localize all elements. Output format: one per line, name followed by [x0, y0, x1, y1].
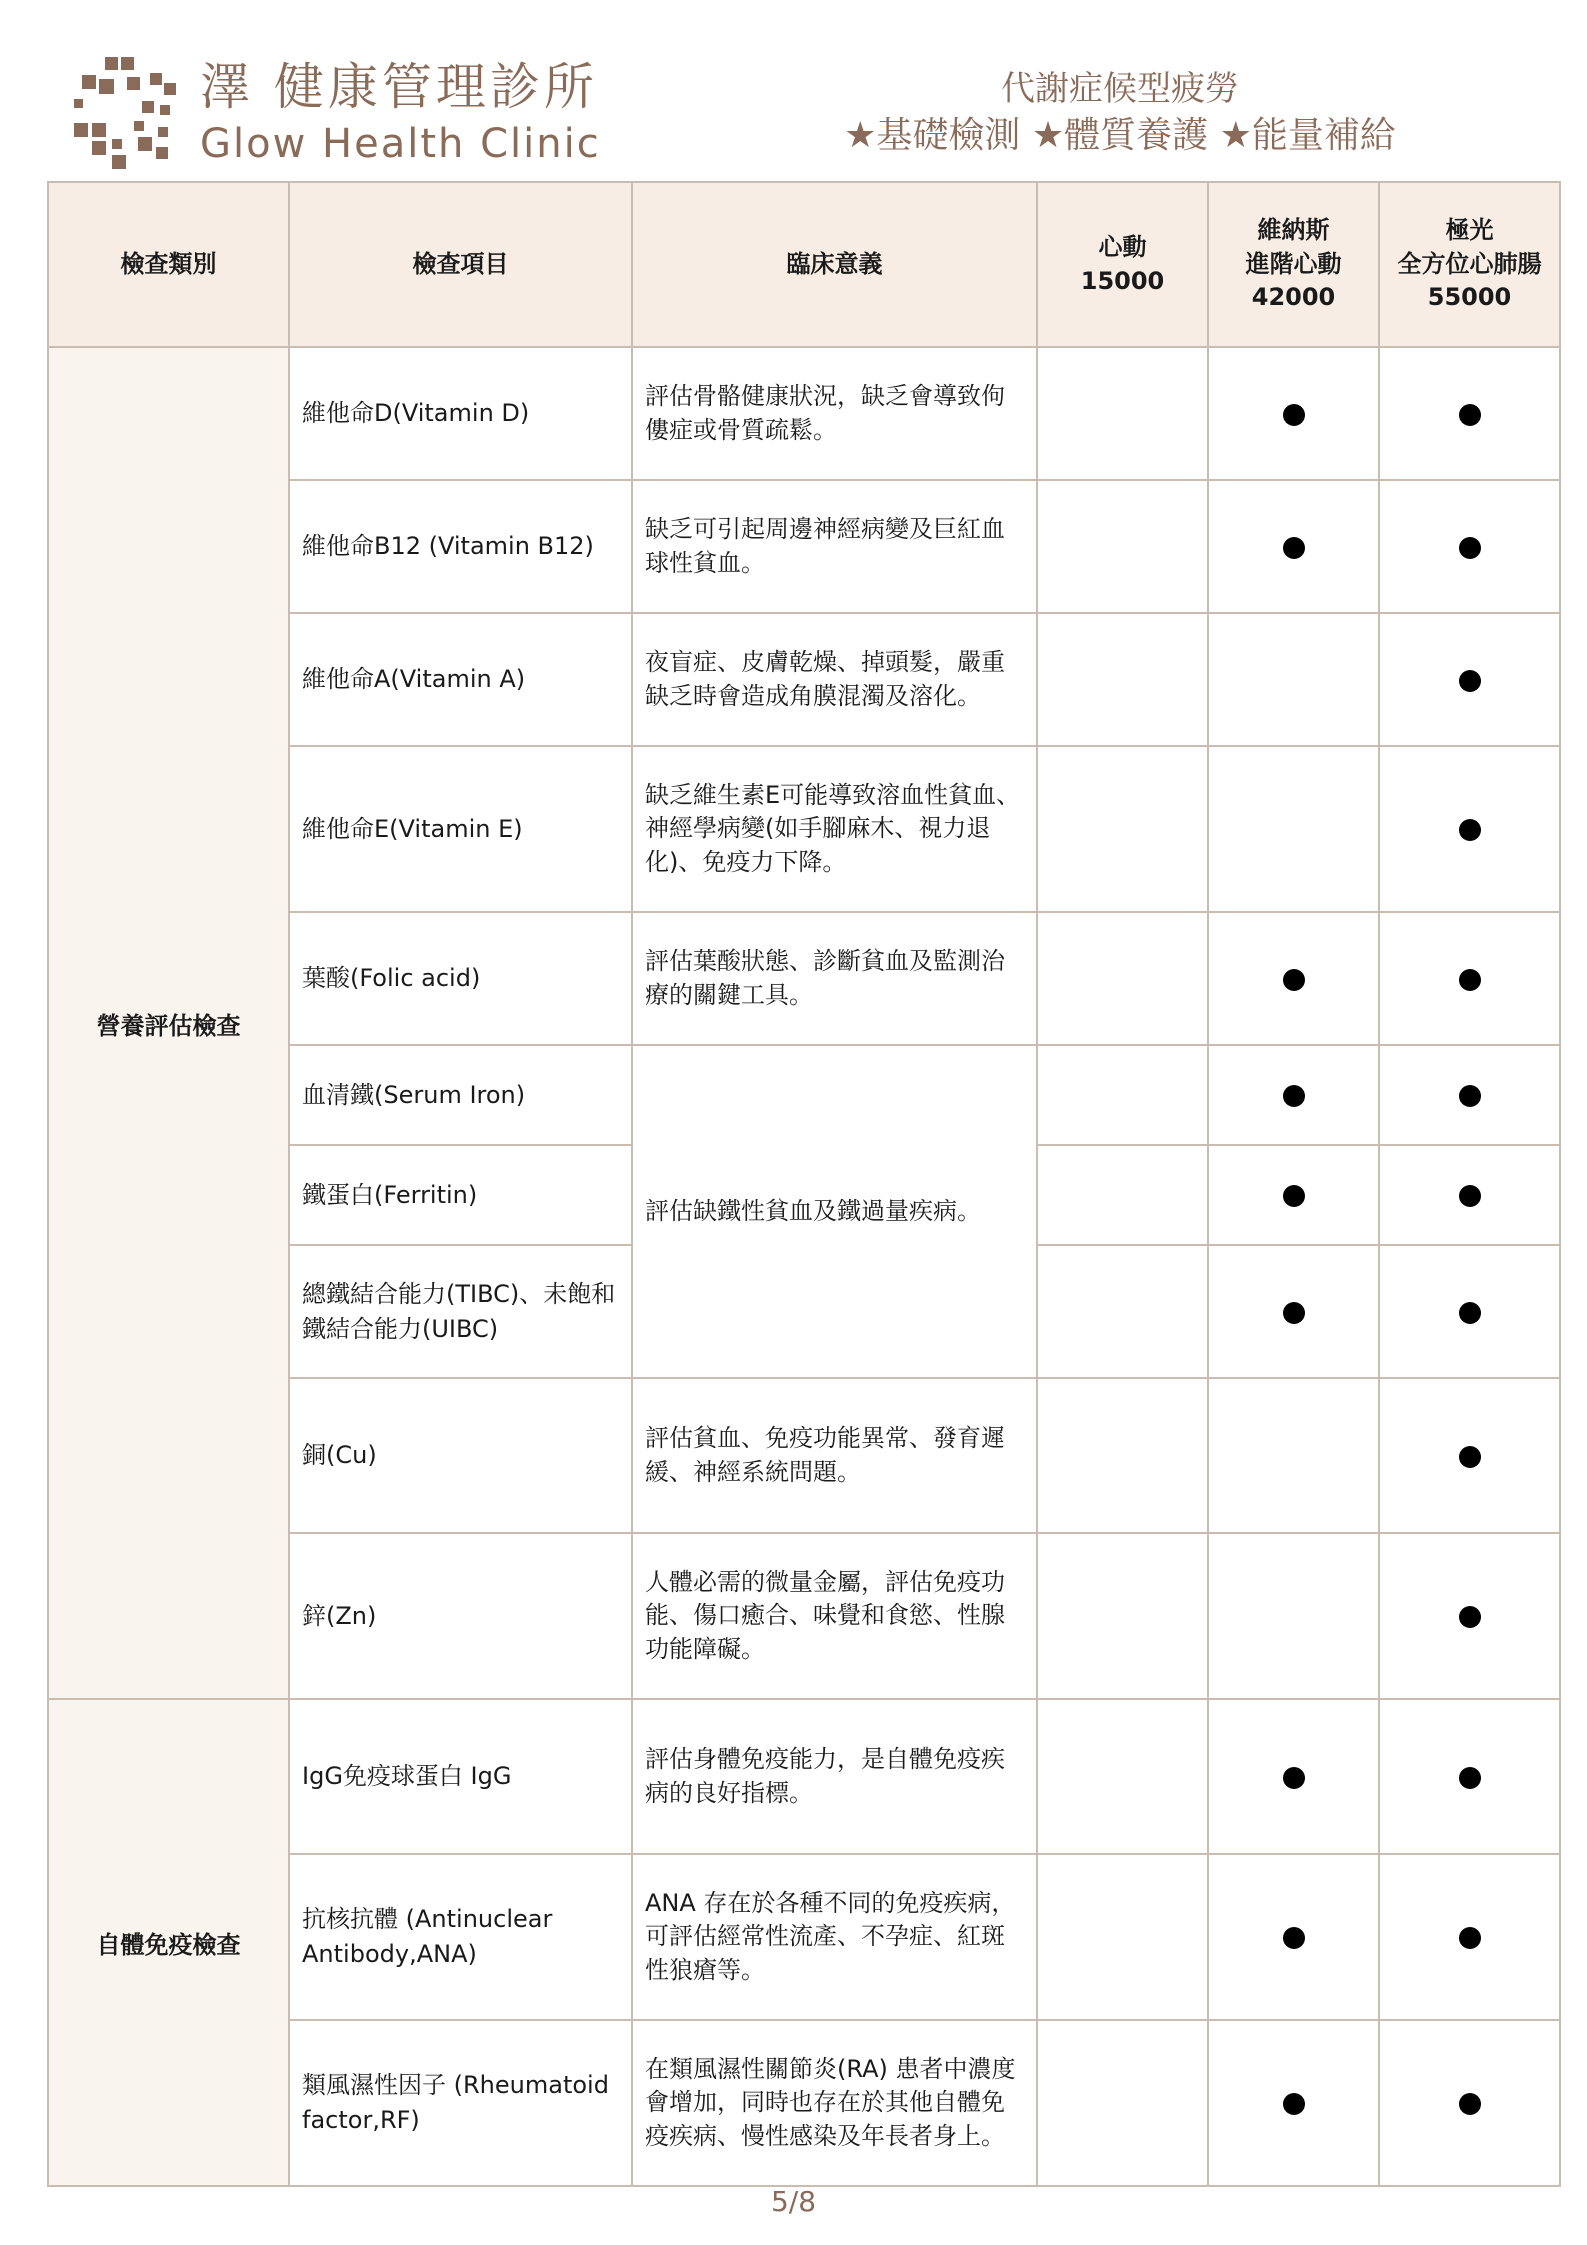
- plan-2-mark: [1208, 1045, 1379, 1145]
- plan-2-mark: [1208, 1699, 1379, 1854]
- plan-2-price: 42000: [1251, 283, 1336, 312]
- meaning-cell: 夜盲症、皮膚乾燥、掉頭髮，嚴重缺乏時會造成角膜混濁及溶化。: [632, 613, 1037, 746]
- plan-2-mark: [1208, 1245, 1379, 1378]
- included-dot-icon: [1283, 969, 1305, 991]
- plan-1-mark: [1037, 1145, 1208, 1245]
- plan-3-mark: [1379, 1145, 1560, 1245]
- plan-1-mark: [1037, 347, 1208, 480]
- header-plan-1: [1037, 182, 1208, 347]
- item-cell: 銅(Cu): [289, 1378, 632, 1533]
- plan-1-mark: [1037, 1854, 1208, 2020]
- plan-3-mark: [1379, 1245, 1560, 1378]
- item-cell: 維他命D(Vitamin D): [289, 347, 632, 480]
- plan-1-mark: [1037, 1533, 1208, 1699]
- included-dot-icon: [1459, 1302, 1481, 1324]
- plan-3-mark: [1379, 1699, 1560, 1854]
- plan-2-mark: [1208, 347, 1379, 480]
- plan-3-mark: [1379, 613, 1560, 746]
- plan-1-mark: [1037, 2020, 1208, 2186]
- table-row: [48, 347, 1560, 480]
- health-check-table: [47, 181, 1561, 2187]
- meaning-cell: 評估骨骼健康狀況，缺乏會導致佝僂症或骨質疏鬆。: [632, 347, 1037, 480]
- header-category: 檢查類別: [48, 182, 289, 347]
- plan-1-mark: [1037, 613, 1208, 746]
- table-row: [48, 1699, 1560, 1854]
- clinic-name-english: Glow Health Clinic: [200, 121, 601, 167]
- included-dot-icon: [1459, 1446, 1481, 1468]
- plan-2-mark: [1208, 613, 1379, 746]
- meaning-cell-iron: 評估缺鐵性貧血及鐵過量疾病。: [632, 1045, 1037, 1378]
- plan-3-mark: [1379, 1854, 1560, 2020]
- item-cell: 維他命A(Vitamin A): [289, 613, 632, 746]
- item-cell: 鋅(Zn): [289, 1533, 632, 1699]
- plan-3-mark: [1379, 1533, 1560, 1699]
- meaning-cell: 人體必需的微量金屬，評估免疫功能、傷口癒合、味覺和食慾、性腺功能障礙。: [632, 1533, 1037, 1699]
- included-dot-icon: [1283, 1085, 1305, 1107]
- plan-3-mark: [1379, 1378, 1560, 1533]
- meaning-cell: ANA 存在於各種不同的免疫疾病，可評估經常性流產、不孕症、紅斑性狼瘡等。: [632, 1854, 1037, 2020]
- glow-clinic-logo-icon: [72, 55, 182, 175]
- meaning-cell: 評估身體免疫能力，是自體免疫疾病的良好指標。: [632, 1699, 1037, 1854]
- header-meaning: 臨床意義: [632, 182, 1037, 347]
- item-cell: 類風濕性因子 (Rheumatoid factor,RF): [289, 2020, 632, 2186]
- meaning-cell: 缺乏維生素E可能導致溶血性貧血、神經學病變(如手腳麻木、視力退化)、免疫力下降。: [632, 746, 1037, 912]
- included-dot-icon: [1283, 1185, 1305, 1207]
- item-cell: 葉酸(Folic acid): [289, 912, 632, 1045]
- plan-3-mark: [1379, 347, 1560, 480]
- included-dot-icon: [1283, 537, 1305, 559]
- item-cell: 鐵蛋白(Ferritin): [289, 1145, 632, 1245]
- category-nutrition: 營養評估檢查: [48, 347, 289, 1699]
- item-cell: 血清鐵(Serum Iron): [289, 1045, 632, 1145]
- plan-3-mark: [1379, 746, 1560, 912]
- plan-1-price: 15000: [1080, 266, 1165, 295]
- table-header-row: [48, 182, 1560, 347]
- included-dot-icon: [1459, 1606, 1481, 1628]
- meaning-cell: 在類風濕性關節炎(RA) 患者中濃度會增加，同時也存在於其他自體免疫疾病、慢性感染及年長者身上。: [632, 2020, 1037, 2186]
- plan-1-mark: [1037, 746, 1208, 912]
- plan-2-subtitle: 進階心動: [1245, 249, 1342, 278]
- item-cell: 維他命E(Vitamin E): [289, 746, 632, 912]
- plan-2-mark: [1208, 480, 1379, 613]
- plan-1-mark: [1037, 1045, 1208, 1145]
- included-dot-icon: [1283, 404, 1305, 426]
- plan-2-mark: [1208, 1533, 1379, 1699]
- plan-1-mark: [1037, 1245, 1208, 1378]
- plan-3-mark: [1379, 1045, 1560, 1145]
- plan-1-mark: [1037, 1378, 1208, 1533]
- included-dot-icon: [1459, 670, 1481, 692]
- header-item: 檢查項目: [289, 182, 632, 347]
- plan-1-mark: [1037, 480, 1208, 613]
- included-dot-icon: [1459, 819, 1481, 841]
- included-dot-icon: [1459, 1085, 1481, 1107]
- page-header: [0, 0, 1587, 178]
- meaning-cell: 評估貧血、免疫功能異常、發育遲緩、神經系統問題。: [632, 1378, 1037, 1533]
- plan-2-mark: [1208, 1145, 1379, 1245]
- plan-2-mark: [1208, 746, 1379, 912]
- document-title: 代謝症候型疲勞: [1001, 69, 1239, 109]
- plan-3-mark: [1379, 2020, 1560, 2186]
- item-cell: 總鐵結合能力(TIBC)、未飽和鐵結合能力(UIBC): [289, 1245, 632, 1378]
- included-dot-icon: [1283, 1767, 1305, 1789]
- included-dot-icon: [1459, 969, 1481, 991]
- included-dot-icon: [1459, 2093, 1481, 2115]
- included-dot-icon: [1459, 1185, 1481, 1207]
- category-autoimmune: 自體免疫檢查: [48, 1699, 289, 2186]
- plan-3-mark: [1379, 912, 1560, 1045]
- included-dot-icon: [1283, 1302, 1305, 1324]
- meaning-cell: 缺乏可引起周邊神經病變及巨紅血球性貧血。: [632, 480, 1037, 613]
- clinic-name-chinese: 澤 健康管理診所: [200, 58, 598, 116]
- plan-2-mark: [1208, 1378, 1379, 1533]
- plan-3-price: 55000: [1427, 283, 1512, 312]
- plan-3-subtitle: 全方位心肺腸: [1397, 249, 1542, 278]
- included-dot-icon: [1283, 1927, 1305, 1949]
- meaning-cell: 評估葉酸狀態、診斷貧血及監測治療的關鍵工具。: [632, 912, 1037, 1045]
- item-cell: 抗核抗體 (Antinuclear Antibody,ANA): [289, 1854, 632, 2020]
- plan-1-name: 心動: [1098, 232, 1147, 261]
- plan-3-mark: [1379, 480, 1560, 613]
- included-dot-icon: [1459, 404, 1481, 426]
- plan-2-mark: [1208, 2020, 1379, 2186]
- plan-2-name: 維納斯: [1257, 216, 1330, 245]
- included-dot-icon: [1283, 2093, 1305, 2115]
- included-dot-icon: [1459, 537, 1481, 559]
- item-cell: 維他命B12 (Vitamin B12): [289, 480, 632, 613]
- plan-3-name: 極光: [1445, 216, 1494, 245]
- plan-2-mark: [1208, 912, 1379, 1045]
- page-number: 5/8: [770, 2185, 817, 2218]
- included-dot-icon: [1459, 1767, 1481, 1789]
- plan-1-mark: [1037, 912, 1208, 1045]
- document-subtitle: ★基礎檢測 ★體質養護 ★能量補給: [844, 115, 1396, 156]
- item-cell: IgG免疫球蛋白 IgG: [289, 1699, 632, 1854]
- header-plan-3: [1379, 182, 1560, 347]
- header-plan-2: [1208, 182, 1379, 347]
- included-dot-icon: [1459, 1927, 1481, 1949]
- plan-2-mark: [1208, 1854, 1379, 2020]
- plan-1-mark: [1037, 1699, 1208, 1854]
